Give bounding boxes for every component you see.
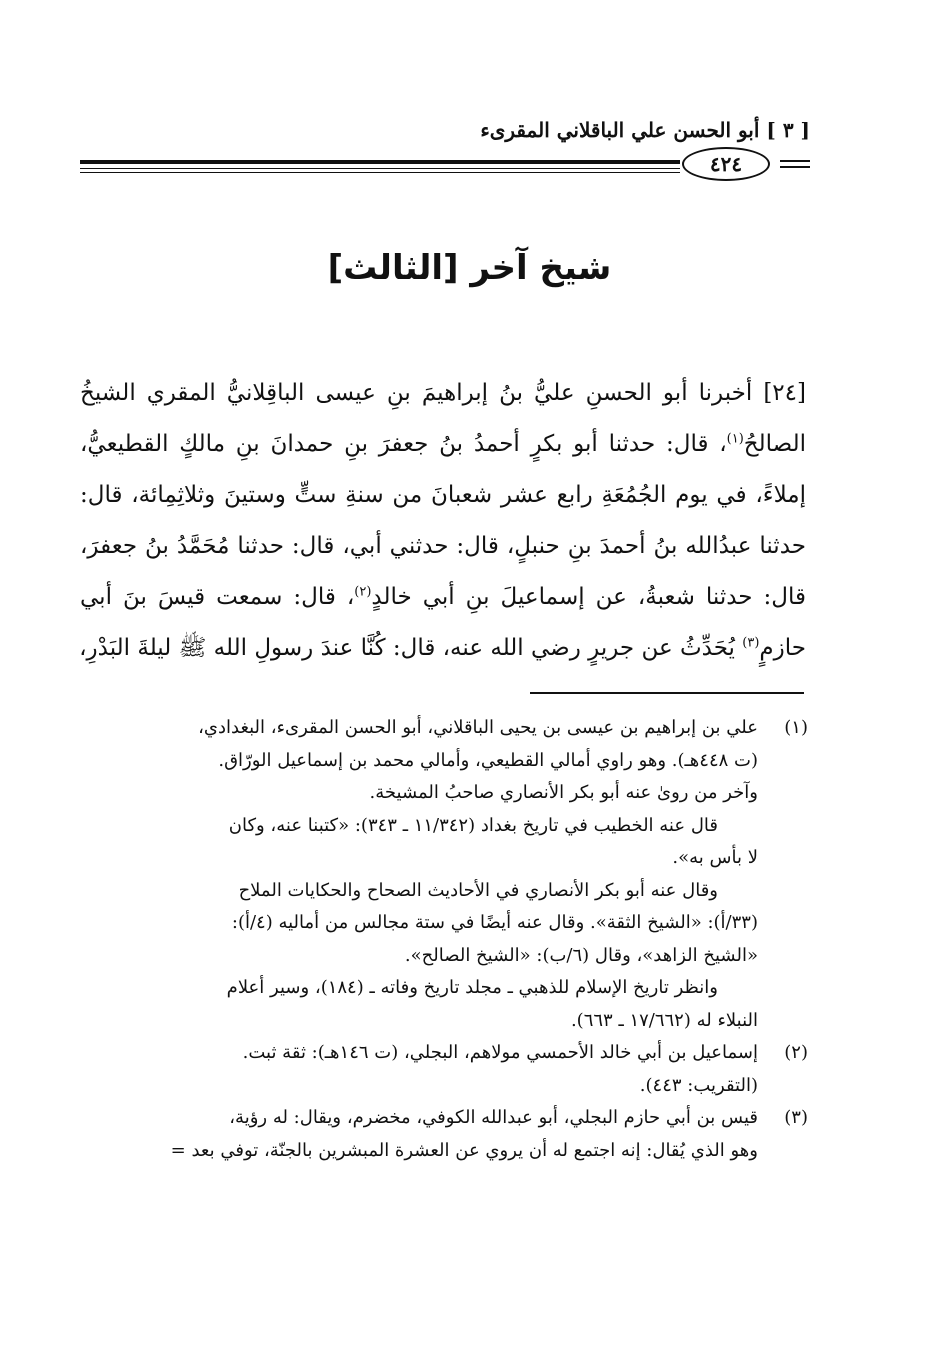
footnote-line: وهو الذي يُقال: إنه اجتمع له أن يروي عن العشرة المبشرين بالجنّة، توفي بعد = xyxy=(170,1139,758,1161)
footnote-line: (التقريب: ٤٤٣). xyxy=(639,1074,758,1096)
running-header-title: [ ٣ ] أبو الحسن علي الباقلاني المقرىء xyxy=(480,118,810,142)
footnote-line: (٣٣/أ): «الشيخ الثقة». وقال عنه أيضًا في ستة مجالس من أماليه (٤/أ): xyxy=(231,912,758,933)
footnote-separator xyxy=(530,692,804,694)
footnote-mark: (١) xyxy=(784,717,808,738)
footnote-line: وقال عنه أبو بكر الأنصاري في الأحاديث الصحاح والحكايات الملاح xyxy=(238,879,718,901)
footnote-ref: (١) xyxy=(726,431,744,447)
header-rule xyxy=(80,160,680,164)
footnote xyxy=(68,712,808,1037)
hadith-text xyxy=(80,368,806,674)
footnote-ref: (٢) xyxy=(354,584,372,600)
header-rule xyxy=(780,160,810,162)
footnote-line: قال عنه الخطيب في تاريخ بغداد (١١/٣٤٢ ـ ٣٤٣): «كتبنا عنه، وكان xyxy=(228,814,718,836)
body-line: قال: حدثنا شعبةُ، عن إسماعيلَ بنِ أبي خالدٍ$^{(٢)}$، قال: سمعت قيسَ بنَ أبي xyxy=(80,584,806,610)
body-line: إملاءً، في يوم الجُمُعَةِ رابع عشر شعبانَ من سنةِ ستٍّ وستينَ وثلاثِمِائة، قال: xyxy=(80,482,806,508)
footnote-line: «الشيخ الزاهد»، وقال (٦/ب): «الشيخ الصالح». xyxy=(404,944,758,966)
header-rule xyxy=(780,166,810,168)
footnote-line: لا بأس به». xyxy=(672,847,758,868)
header-rule xyxy=(80,168,680,169)
footnote-line: علي بن إبراهيم بن عيسى بن يحيى الباقلاني، أبو الحسن المقرىء، البغدادي، xyxy=(198,717,758,738)
footnotes xyxy=(68,712,808,1167)
body-line-text: الصالحُ$^{(١)}$، قال: حدثنا أبو بكرٍ أحمدُ بنُ جعفرَ بنِ حمدانَ بنِ مالكٍ القطيعيُّ، xyxy=(80,431,806,457)
footnote-line: وآخر من روىٰ عنه أبو بكر الأنصاري صاحبُ المشيخة. xyxy=(369,782,758,803)
footnote-line: النبلاء له (١٧/٦٦٢ ـ ٦٦٣). xyxy=(570,1009,758,1031)
body-line: حدثنا عبدُالله بنُ أحمدَ بنِ حنبلٍ، قال: حدثني أبي، قال: حدثنا مُحَمَّدُ بنُ جعفرَ، xyxy=(80,533,806,559)
footnote-line: إسماعيل بن أبي خالد الأحمسي مولاهم، البجلي، (ت ١٤٦هـ): ثقة ثبت. xyxy=(242,1042,758,1063)
footnote-line: قيس بن أبي حازم البجلي، أبو عبدالله الكوفي، مخضرم، ويقال: له رؤية، xyxy=(229,1107,758,1128)
header-rule xyxy=(80,172,680,173)
chapter-title: شيخ آخر [الثالث] xyxy=(327,248,612,288)
page-number: ٤٢٤ xyxy=(682,147,770,181)
footnote-line: وانظر تاريخ الإسلام للذهبي ـ مجلد تاريخ وفاته ـ (١٨٤)، وسير أعلام xyxy=(226,977,718,998)
footnote-mark: (٣) xyxy=(784,1107,808,1128)
footnote-ref: (٣) xyxy=(742,635,760,651)
body-line: [٢٤] أخبرنا أبو الحسنِ عليُّ بنُ إبراهيمَ بنِ عيسى الباقِلانيُّ المقري الشيخُ xyxy=(80,380,806,406)
footnote-line: (ت ٤٤٨هـ). وهو راوي أمالي القطيعي، وأمالي محمد بن إسماعيل الورّاق. xyxy=(218,749,758,771)
footnote xyxy=(68,1102,808,1167)
body-line xyxy=(80,419,806,470)
footnote-mark: (٢) xyxy=(784,1042,808,1063)
footnote xyxy=(68,1037,808,1102)
body-line: حازمٍ$^{(٣)}$ يُحَدِّثُ عن جريرٍ رضي الله عنه، قال: كُنَّا عندَ رسولِ الله ﷺ ليلةَ البَدْرِ، xyxy=(79,635,806,661)
